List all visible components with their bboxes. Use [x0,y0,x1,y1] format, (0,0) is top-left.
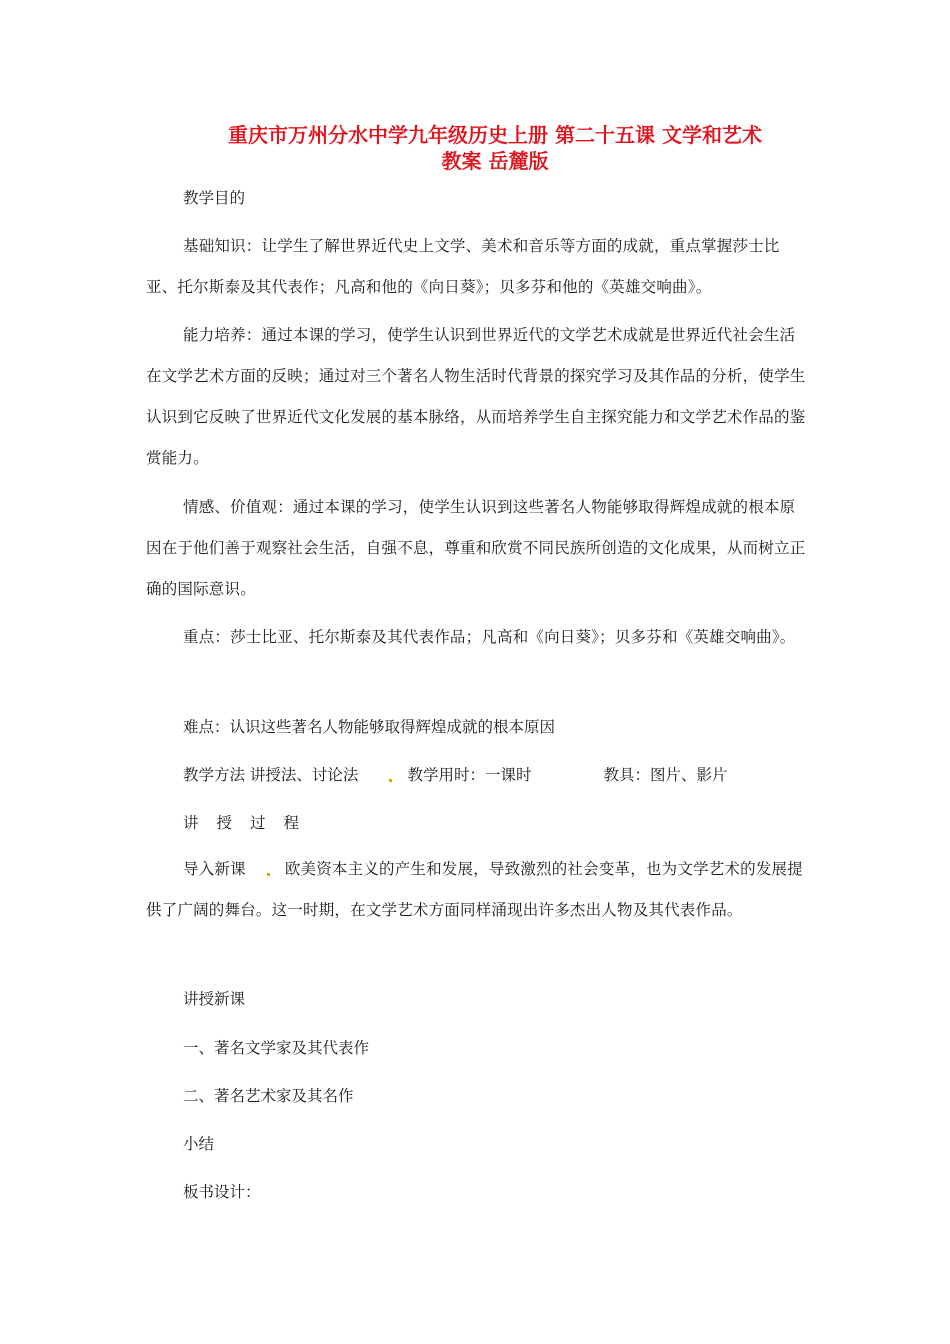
document-title-line-1: 重庆市万州分水中学九年级历史上册 第二十五课 文学和艺术 [228,123,762,147]
ability-paragraph [146,315,810,479]
process-heading [183,812,299,834]
outline-item-1: 一、著名文学家及其代表作 [183,1039,370,1057]
new-lesson-heading: 讲授新课 [183,990,246,1008]
outline-item-2: 二、著名艺术家及其名作 [183,1087,354,1105]
key-points-paragraph [146,617,810,658]
marker-dot [267,873,270,876]
document-title-line-2: 教案 岳麓版 [441,149,549,173]
ability-text: 能力培养：通过本课的学习，使学生认识到世界近代的文学艺术成就是世界近代社会生活在文学艺术方面的反映；通过对三个著名人物生活时代背景的探究学习及其作品的分析，使学生认识到它反映了世界近代文化发展的基本脉络，从而培养学生自主探究能力和文学艺术作品的鉴赏能力。 [146,326,806,467]
basic-knowledge-text: 基础知识：让学生了解世界近代史上文学、美术和音乐等方面的成就，重点掌握莎士比亚、托尔斯泰及其代表作；凡高和他的《向日葵》；贝多芬和他的《英雄交响曲》。 [146,237,780,296]
board-design-heading: 板书设计： [183,1183,261,1201]
difficulty-line: 难点：认识这些著名人物能够取得辉煌成就的根本原因 [183,718,556,736]
basic-knowledge-paragraph [146,226,810,308]
section-objectives-heading: 教学目的 [183,189,246,207]
process-char: 程 [283,814,300,832]
method-text: 教学方法 讲授法、讨论法 [183,766,359,784]
intro-label: 导入新课 [183,860,246,878]
key-points-text: 重点：莎士比亚、托尔斯泰及其代表作品；凡高和《向日葵》；贝多芬和《英雄交响曲》。 [183,628,796,646]
process-char: 过 [250,814,266,832]
process-char: 授 [216,814,233,832]
intro-paragraph [146,849,810,931]
tools-text: 教具：图片、影片 [603,766,728,784]
process-char: 讲 [183,814,199,832]
time-text: 教学用时：一课时 [407,766,532,784]
intro-text: 欧美资本主义的产生和发展，导致激烈的社会变革，也为文学艺术的发展提供了广阔的舞台。这一时期，在文学艺术方面同样涌现出许多杰出人物及其代表作品。 [146,860,803,919]
emotion-text: 情感、价值观：通过本课的学习，使学生认识到这些著名人物能够取得辉煌成就的根本原因在于他们善于观察社会生活，自强不息，尊重和欣赏不同民族所创造的文化成果，从而树立正确的国际意识。 [146,498,806,598]
marker-dot [389,779,392,782]
method-line [183,764,727,786]
summary-heading: 小结 [183,1135,215,1153]
emotion-paragraph [146,487,810,610]
